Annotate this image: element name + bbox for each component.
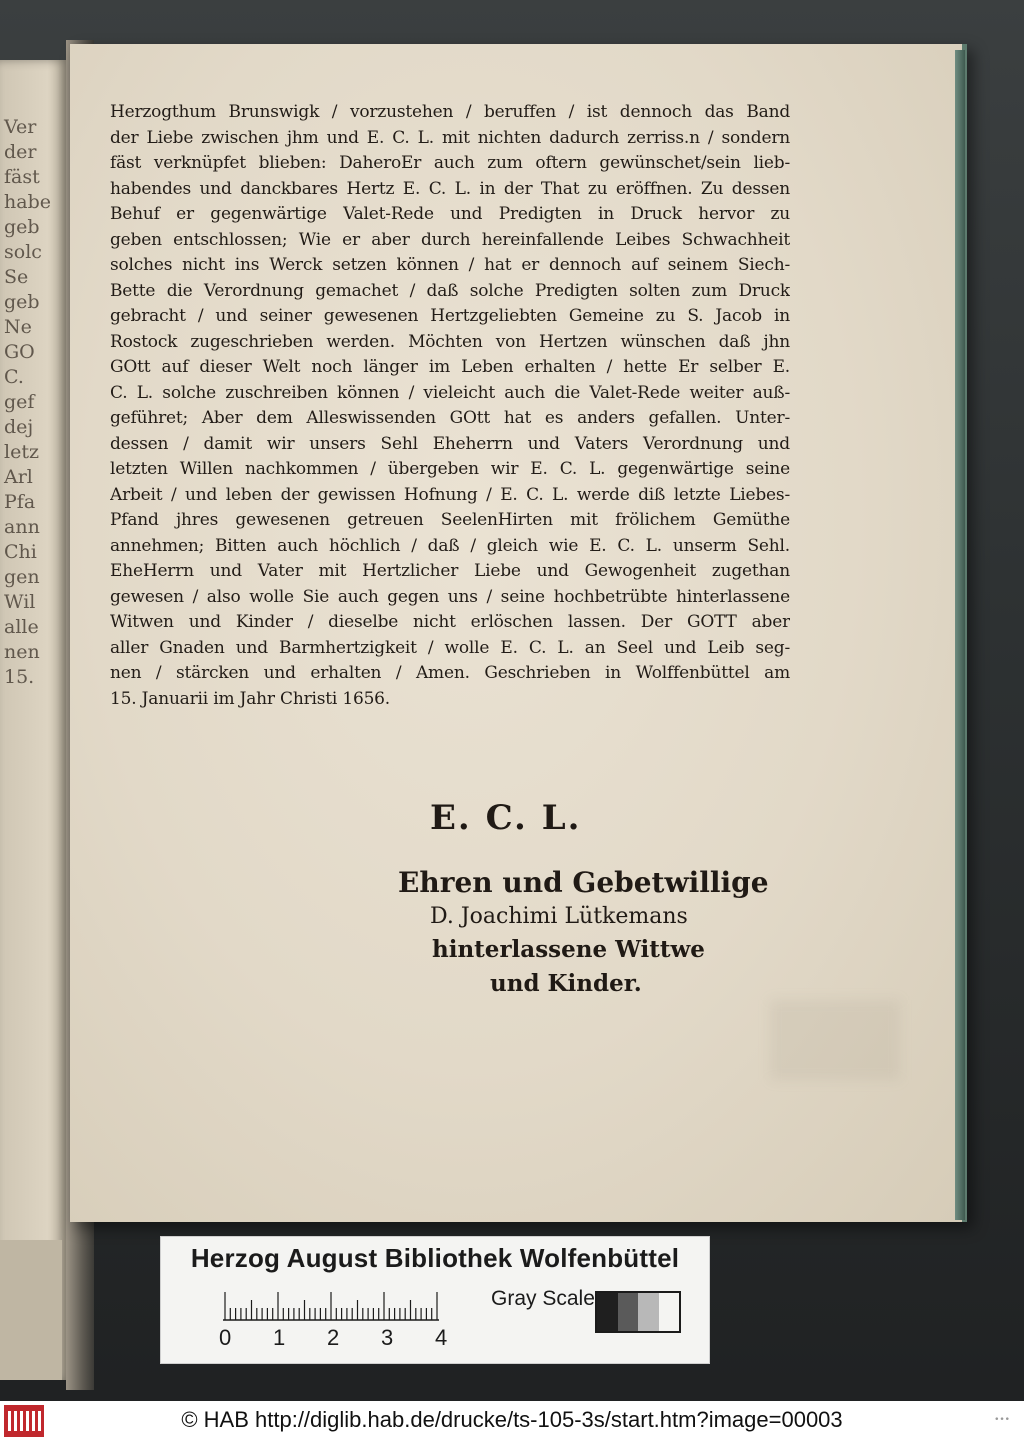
body-line: gewesen / also wolle Sie auch gegen uns / seine hochbetrübte hinterlassene xyxy=(110,586,790,607)
body-line: gebracht / und seiner gewesenen Hertzgeliebten Gemeine zu S. Jacob in xyxy=(110,306,790,326)
measurement-ruler-icon xyxy=(223,1291,439,1321)
gray-scale-label: Gray Scale xyxy=(491,1287,595,1310)
left-page-fragment: fäst xyxy=(4,166,40,188)
body-text xyxy=(110,100,790,712)
body-line: Herzogthum Brunswigk / vorzustehen / beruffen / ist dennoch das Band xyxy=(110,102,790,122)
signoff-line-4: und Kinder. xyxy=(490,970,642,997)
signoff-abbreviation: E. C. L. xyxy=(430,798,582,838)
left-page-fragment: gef xyxy=(4,391,35,413)
body-line: 15. Januarii im Jahr Christi 1656. xyxy=(110,688,391,709)
gray-swatch-dark xyxy=(618,1293,639,1331)
body-line: EheHerrn und Vater mit Hertzlicher Liebe und Gewogenheit zugethan xyxy=(110,561,790,581)
left-page-fragment: Ver xyxy=(4,116,37,138)
signoff-line-3: hinterlassene Wittwe xyxy=(432,936,705,963)
body-line: Pfand jhres gewesenen getreuen SeelenHirten mit frölichem Gemüthe xyxy=(110,510,790,530)
left-page-fragment: letz xyxy=(4,441,39,463)
signoff-line-1: Ehren und Gebetwillige xyxy=(398,866,769,899)
ruler-number-4: 4 xyxy=(435,1325,448,1350)
body-line: Behuf er gegenwärtige Valet-Rede und Predigten in Druck hervor zu xyxy=(110,204,790,224)
gray-swatch-light xyxy=(638,1293,659,1331)
left-page-fragment: Wil xyxy=(4,591,36,613)
left-page-fragment: solc xyxy=(4,241,42,263)
body-line: geben entschlossen; Wie er aber durch hereinfallende Leibes Schwachheit xyxy=(110,229,790,250)
ruler-number-0: 0 xyxy=(219,1325,232,1350)
body-line: letzten Willen nachkommen / übergeben wir E. C. L. gegenwärtige seine xyxy=(110,459,790,479)
left-page-fragment: Ne xyxy=(4,316,32,338)
body-line: annehmen; Bitten auch höchlich / daß / gleich wie E. C. L. unserm Sehl. xyxy=(110,535,790,556)
left-page-fragment: geb xyxy=(4,291,40,313)
copyright-url[interactable]: © HAB http://diglib.hab.de/drucke/ts-105-3s/start.htm?image=00003 xyxy=(181,1407,843,1432)
signoff-line-2: D. Joachimi Lütkemans xyxy=(430,904,688,929)
ruler-number-2: 2 xyxy=(327,1325,340,1350)
body-line: aller Gnaden und Barmhertzigkeit / wolle E. C. L. an Seel und Leib seg- xyxy=(110,637,790,658)
left-page-fragment: alle xyxy=(4,616,39,638)
body-line: fäst verknüpfet blieben: DaheroEr auch zum oftern gewünschet/sein lieb- xyxy=(110,153,790,173)
left-page-fragment: geb xyxy=(4,216,40,238)
gray-swatch-white xyxy=(659,1293,680,1331)
body-line: Arbeit / und leben der gewissen Hofnung / E. C. L. werde diß letzte Liebes- xyxy=(110,484,790,505)
body-line: Rostock zugeschrieben werden. Möchten von Hertzen wünschen daß jhn xyxy=(110,331,790,352)
left-page-text-fragments xyxy=(0,115,68,690)
body-line: geführet; Aber dem Alleswissenden GOtt hat es anders gefallen. Unter- xyxy=(110,408,790,428)
body-line: solches nicht ins Werck setzen können / hat er dennoch auf seinem Siech- xyxy=(110,255,790,275)
left-page-fragment: Se xyxy=(4,266,29,288)
gray-swatch-black xyxy=(597,1293,618,1331)
cover-edge xyxy=(955,50,965,1220)
left-page-fragment: gen xyxy=(4,566,40,588)
left-page-fragment: Arl xyxy=(4,466,33,488)
left-page-fragment: 15. xyxy=(4,666,35,688)
left-page-fragment: nen xyxy=(4,641,40,663)
ruler-number-1: 1 xyxy=(273,1325,286,1350)
body-line: C. L. solche zuschreiben können / vieleicht auch die Valet-Rede weiter auß- xyxy=(110,382,790,403)
left-page-fragment: Pfa xyxy=(4,491,36,513)
body-line: dessen / damit wir unsers Sehl Eheherrn und Vaters Verordnung und xyxy=(110,433,790,454)
left-page-fragment: der xyxy=(4,141,37,163)
library-label-card xyxy=(160,1236,710,1364)
body-line: nen / stärcken und erhalten / Amen. Geschrieben in Wolffenbüttel am xyxy=(110,663,790,683)
body-line: GOtt auf dieser Welt noch länger im Leben erhalten / hette Er selber E. xyxy=(110,357,790,377)
ruler-number-3: 3 xyxy=(381,1325,394,1350)
show-through-ink xyxy=(770,1000,900,1080)
left-page-fragment: C. xyxy=(4,366,24,388)
body-line: der Liebe zwischen jhm und E. C. L. mit nichten dadurch zerriss.n / sondern xyxy=(110,127,790,148)
dots-icon: ••• xyxy=(994,1415,1010,1425)
left-page-fragment: dej xyxy=(4,416,34,438)
left-call-number-strip xyxy=(0,1240,62,1380)
body-line: Witwen und Kinder / dieselbe nicht erlöschen lassen. Der GOTT aber xyxy=(110,612,790,632)
footer-bar xyxy=(0,1401,1024,1441)
left-page-fragment: ann xyxy=(4,516,40,538)
body-line: Bette die Verordnung gemachet / daß solche Predigten solten zum Druck xyxy=(110,280,790,301)
gray-scale-swatch xyxy=(595,1291,681,1333)
left-page-fragment: GO xyxy=(4,341,35,363)
library-name: Herzog August Bibliothek Wolfenbüttel xyxy=(190,1243,680,1273)
left-page-fragment: Chi xyxy=(4,541,37,563)
body-line: habendes und danckbares Hertz E. C. L. in der That zu eröffnen. Zu dessen xyxy=(110,178,790,199)
left-page-fragment: habe xyxy=(4,191,51,213)
